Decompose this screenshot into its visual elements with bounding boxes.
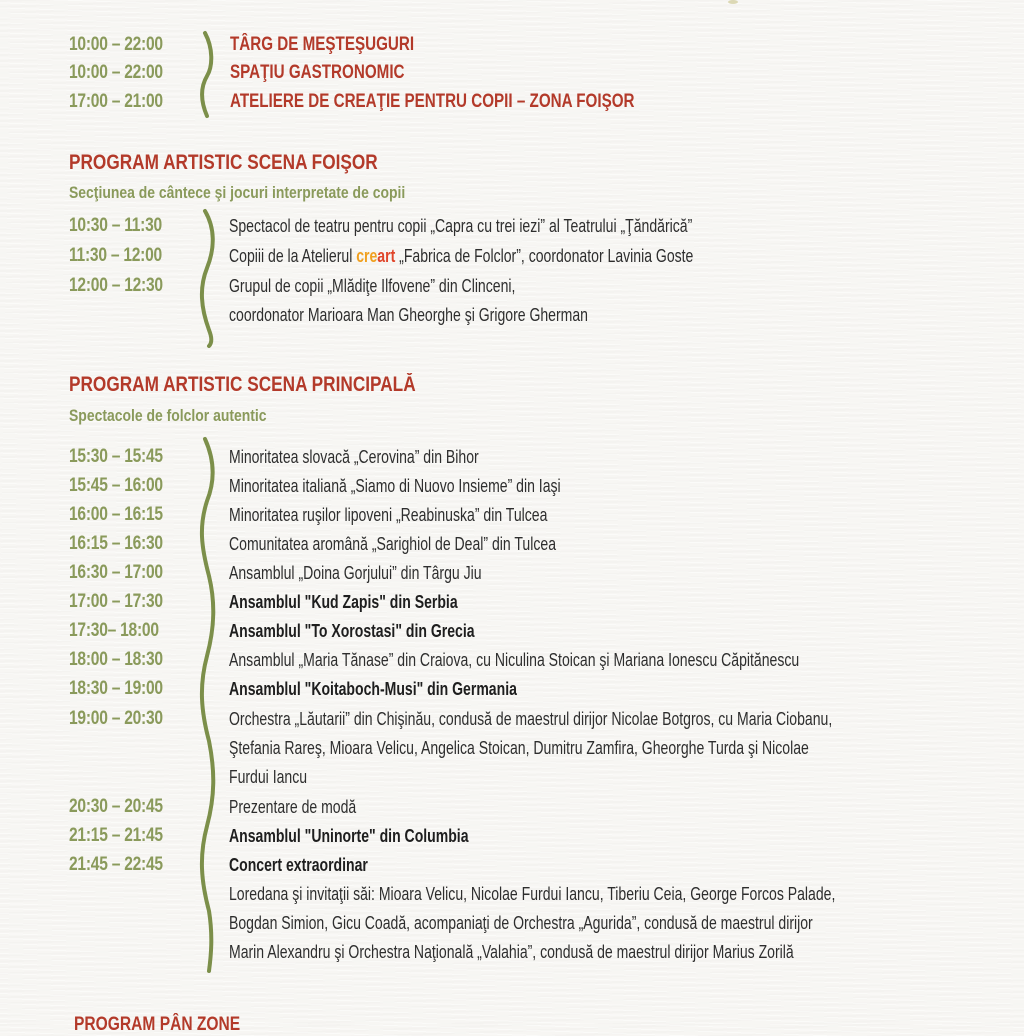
- event-title: ATELIERE DE CREAŢIE PENTRU COPII – ZONA FOIŞOR: [230, 91, 635, 112]
- event-description: Minoritatea italiană „Siamo di Nuovo Insieme” din Iaşi: [229, 476, 561, 496]
- event-title: SPAŢIU GASTRONOMIC: [230, 62, 405, 83]
- time-label: 17:30– 18:00: [69, 620, 159, 641]
- time-label: 21:45 – 22:45: [69, 854, 163, 875]
- event-description: Ansamblul "Uninorte" din Columbia: [229, 826, 469, 846]
- event-description-line: Loredana şi invitaţii săi: Mioara Velicu, Nicolae Furdui Iancu, Tiberiu Ceia, George Forcos Palade,: [229, 884, 836, 904]
- event-description-line: Furdui Iancu: [229, 767, 308, 787]
- section-heading: PROGRAM ARTISTIC SCENA FOIŞOR: [69, 151, 378, 174]
- time-label: 18:00 – 18:30: [69, 649, 163, 670]
- brace-icon: [195, 436, 225, 976]
- event-description: Comunitatea aromână „Sarighiol de Deal” din Tulcea: [229, 534, 557, 554]
- time-label: 10:00 – 22:00: [69, 62, 163, 83]
- time-label: 16:15 – 16:30: [69, 533, 163, 554]
- brace-icon: [195, 208, 225, 348]
- time-label: 11:30 – 12:00: [69, 245, 162, 266]
- time-label: 21:15 – 21:45: [69, 825, 163, 846]
- event-description: Minoritatea ruşilor lipoveni „Reabinuska” din Tulcea: [229, 505, 548, 525]
- time-label: 20:30 – 20:45: [69, 796, 163, 817]
- time-label: 17:00 – 17:30: [69, 591, 163, 612]
- event-description: Ansamblul „Doina Gorjului” din Târgu Jiu: [229, 563, 482, 583]
- creart-logo: creart: [356, 246, 396, 266]
- brace-icon: [195, 30, 225, 120]
- time-label: 16:30 – 17:00: [69, 562, 163, 583]
- event-description: Ansamblul „Maria Tănase” din Craiova, cu Niculina Stoican şi Mariana Ionescu Căpitănescu: [229, 650, 800, 670]
- time-label: 16:00 – 16:15: [69, 504, 163, 525]
- event-description: [229, 245, 693, 267]
- section-heading-partial: PROGRAM PÂN ZONE: [74, 1014, 241, 1035]
- event-title: TÂRG DE MEŞTEŞUGURI: [230, 34, 415, 55]
- section-subheading: Spectacole de folclor autentic: [69, 406, 267, 425]
- section-heading: PROGRAM ARTISTIC SCENA PRINCIPALĂ: [69, 373, 416, 396]
- time-label: 15:45 – 16:00: [69, 475, 163, 496]
- text-segment: Copiii de la Atelierul: [229, 246, 353, 266]
- event-description: Grupul de copii „Mlădiţe Ilfovene” din Clinceni,: [229, 276, 516, 296]
- event-description: Prezentare de modă: [229, 797, 357, 817]
- time-label: 15:30 – 15:45: [69, 446, 163, 467]
- event-description-line: coordonator Marioara Man Gheorghe şi Grigore Gherman: [229, 305, 588, 325]
- event-description: Spectacol de teatru pentru copii „Capra cu trei iezi” al Teatrului „Ţăndărică”: [229, 216, 693, 236]
- text-segment: „Fabrica de Folclor”, coordonator Lavinia Goste: [399, 246, 694, 266]
- event-description: Ansamblul "Kud Zapis" din Serbia: [229, 592, 458, 612]
- section-subheading: Secţiunea de cântece şi jocuri interpretate de copii: [69, 183, 406, 202]
- time-label: 19:00 – 20:30: [69, 708, 163, 729]
- time-label: 12:00 – 12:30: [69, 275, 163, 296]
- time-label: 10:00 – 22:00: [69, 34, 163, 55]
- event-description-line: Bogdan Simion, Gicu Coadă, acompaniaţi de Orchestra „Agurida”, condusă de maestrul dirijor: [229, 913, 813, 933]
- event-description: Orchestra „Lăutarii” din Chişinău, condusă de maestrul dirijor Nicolae Botgros, cu Maria Ciobanu,: [229, 709, 833, 729]
- time-label: 10:30 – 11:30: [69, 215, 162, 236]
- event-description: Ansamblul "To Xorostasi" din Grecia: [229, 621, 475, 641]
- time-label: 17:00 – 21:00: [69, 91, 163, 112]
- time-label: 18:30 – 19:00: [69, 678, 163, 699]
- event-description: Ansamblul "Koitaboch-Musi" din Germania: [229, 679, 517, 699]
- event-title: Concert extraordinar: [229, 855, 368, 875]
- event-description-line: Ştefania Rareş, Mioara Velicu, Angelica Stoican, Dumitru Zamfira, Gheorghe Turda şi Nicolae: [229, 738, 809, 758]
- event-description-line: Marin Alexandru şi Orchestra Naţională „Valahia”, condusă de maestrul dirijor Marius Zorilă: [229, 942, 794, 962]
- event-description: Minoritatea slovacă „Cerovina” din Bihor: [229, 447, 479, 467]
- decorative-mark: [728, 0, 738, 4]
